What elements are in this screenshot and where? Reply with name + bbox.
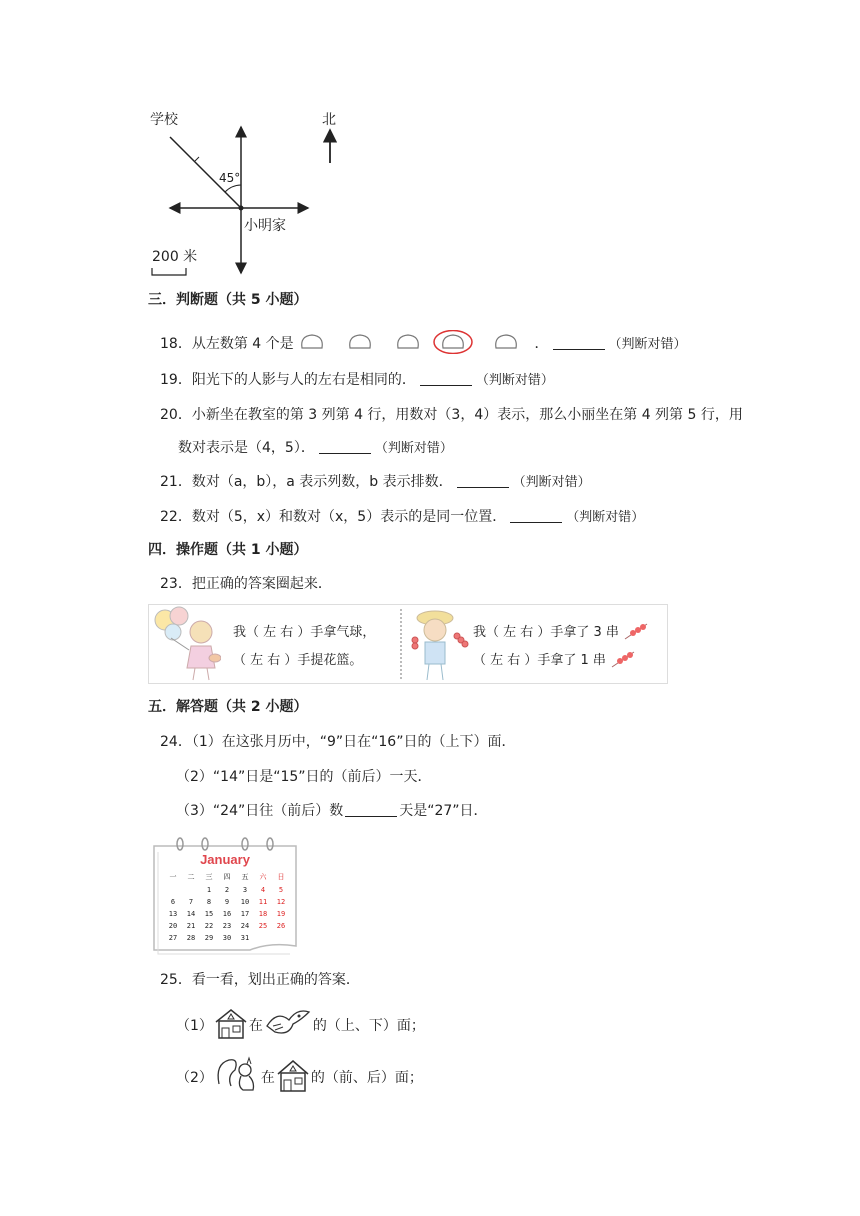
q24-p3-a: （3）“24”日往（前后）数 (176, 803, 344, 819)
calendar-day: 26 (276, 922, 286, 930)
q25-p1-a: （1） (176, 1018, 213, 1034)
q18-num: 18． (160, 336, 192, 352)
calendar-weekday: 六 (259, 873, 267, 881)
squirrel-icon (213, 1054, 261, 1094)
q21-text: 21．数对（a，b），a 表示列数，b 表示排数． (160, 474, 453, 490)
calendar-day: 24 (240, 922, 250, 930)
calendar (150, 834, 300, 956)
calendar-day: 16 (222, 910, 232, 918)
calendar-day: 12 (276, 898, 286, 906)
question-21 (160, 472, 591, 493)
calendar-day: 11 (258, 898, 268, 906)
q20-note: （判断对错） (374, 441, 453, 456)
calendar-day: 10 (240, 898, 250, 906)
calendar-day: 7 (188, 898, 194, 906)
question-20-line2 (178, 438, 453, 459)
q21-note: （判断对错） (512, 475, 591, 490)
q20-answer-blank[interactable] (319, 439, 371, 454)
section-5-title: 五．解答题（共 2 小题） (148, 699, 308, 715)
house-icon (213, 1008, 249, 1040)
calendar-day: 1 (206, 886, 212, 894)
calendar-weekday: 日 (277, 873, 285, 881)
calendar-weekday: 二 (187, 873, 195, 881)
q22-text: 22．数对（5，x）和数对（x，5）表示的是同一位置． (160, 509, 507, 525)
girl-balloons-icon (151, 606, 221, 682)
calendar-day: 8 (206, 898, 212, 906)
q24-answer-blank[interactable] (345, 802, 397, 817)
bird-icon (263, 1006, 313, 1040)
calendar-day: 31 (240, 934, 250, 942)
q25-p2-b: 在 (260, 1070, 275, 1086)
skewer-icon (623, 622, 649, 640)
question-18 (160, 330, 687, 355)
panel-left-line1: 我（ 左 右 ）手拿气球， (233, 625, 376, 640)
q23-illustration (148, 604, 668, 684)
question-19 (160, 370, 554, 391)
calendar-day: 20 (168, 922, 178, 930)
panel-divider (400, 609, 402, 679)
question-25: 25．看一看，划出正确的答案． (160, 972, 360, 988)
calendar-day: 2 (224, 886, 230, 894)
question-25-part1 (176, 1006, 425, 1042)
q19-text: 19．阳光下的人影与人的左右是相同的． (160, 372, 416, 388)
q21-answer-blank[interactable] (457, 473, 509, 488)
q22-note: （判断对错） (566, 510, 645, 525)
calendar-grid (164, 872, 294, 952)
calendar-weekday: 四 (223, 873, 231, 881)
q18-text: 从左数第 4 个是 (191, 336, 294, 352)
question-20-line1: 20．小新坐在教室的第 3 列第 4 行，用数对（3，4）表示，那么小丽坐在第 4 列第 5 行，用 (160, 407, 743, 423)
panel-left-line2: （ 左 右 ）手提花篮。 (233, 653, 363, 668)
question-24-part2: （2）“14”日是“15”日的（前后）一天． (176, 769, 432, 785)
boy-skewers-icon (407, 606, 473, 682)
calendar-day: 21 (186, 922, 196, 930)
q25-p1-b: 在 (248, 1018, 263, 1034)
section-4-title: 四．操作题（共 1 小题） (148, 542, 308, 558)
calendar-day: 23 (222, 922, 232, 930)
question-24-part3 (176, 801, 488, 821)
calendar-day: 13 (168, 910, 178, 918)
calendar-day: 9 (224, 898, 230, 906)
panel-right-line1 (473, 621, 649, 640)
question-23: 23．把正确的答案圈起来． (160, 576, 332, 592)
calendar-day: 5 (278, 886, 284, 894)
calendar-day: 27 (168, 934, 178, 942)
panel-right-line2-text: （ 左 右 ）手拿了 1 串 (473, 653, 606, 668)
skewer-icon (610, 650, 636, 668)
question-25-part2 (176, 1054, 423, 1094)
calendar-day: 25 (258, 922, 268, 930)
angle-label: 45° (219, 171, 241, 185)
calendar-day: 18 (258, 910, 268, 918)
direction-diagram (140, 105, 360, 280)
panel-right-line1-text: 我（ 左 右 ）手拿了 3 串 (473, 625, 619, 640)
house-icon (275, 1059, 311, 1093)
question-24-part1: 24．（1）在这张月历中，“9”日在“16”日的（上下）面． (160, 734, 516, 750)
calendar-day: 4 (260, 886, 266, 894)
calendar-day: 30 (222, 934, 232, 942)
calendar-day: 22 (204, 922, 214, 930)
panel-right-line2 (473, 649, 636, 668)
calendar-day: 29 (204, 934, 214, 942)
q24-p3-b: 天是“27”日． (399, 803, 488, 819)
q18-note: （判断对错） (608, 337, 687, 352)
north-label: 北 (322, 112, 336, 128)
q18-tail: ． (534, 336, 549, 352)
section-3-title: 三．判断题（共 5 小题） (148, 292, 308, 308)
home-label: 小明家 (244, 218, 286, 234)
q25-p2-c: 的（前、后）面； (310, 1070, 423, 1086)
q22-answer-blank[interactable] (510, 508, 562, 523)
calendar-weekday: 三 (205, 873, 213, 881)
q19-note: （判断对错） (475, 373, 554, 388)
calendar-weekday: 五 (241, 873, 249, 881)
school-label: 学校 (150, 112, 178, 128)
q18-answer-blank[interactable] (553, 335, 605, 350)
question-22 (160, 507, 644, 528)
bun-row-icon (298, 330, 530, 354)
q25-p2-a: （2） (176, 1070, 213, 1086)
scale-label: 200 米 (152, 249, 198, 265)
calendar-day: 17 (240, 910, 250, 918)
calendar-day: 3 (242, 886, 248, 894)
calendar-weekday: 一 (169, 873, 177, 881)
calendar-day: 6 (170, 898, 176, 906)
calendar-day: 28 (186, 934, 196, 942)
q19-answer-blank[interactable] (420, 371, 472, 386)
q20-line2-text: 数对表示是（4，5）． (178, 440, 315, 456)
q25-p1-c: 的（上、下）面； (312, 1018, 425, 1034)
calendar-day: 19 (276, 910, 286, 918)
calendar-month: January (200, 852, 250, 867)
calendar-day: 15 (204, 910, 214, 918)
calendar-day: 14 (186, 910, 196, 918)
